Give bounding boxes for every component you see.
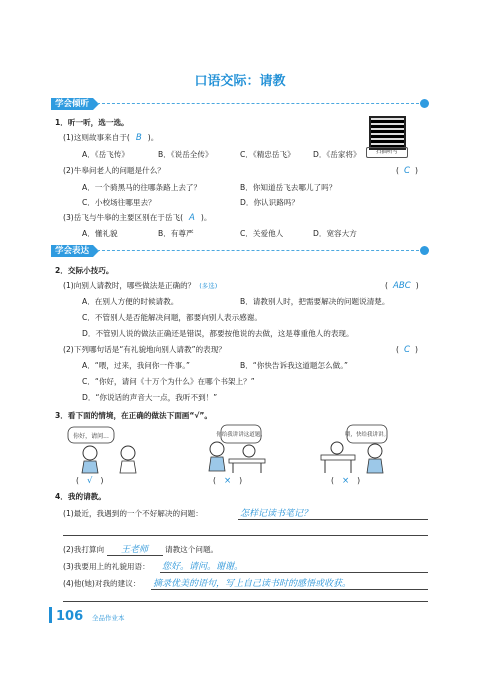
q2-s2-opt-b[interactable]: B．“你快告诉我这道题怎么做。” (240, 361, 348, 370)
qr-code-icon[interactable] (369, 116, 406, 150)
q2-s1-opt-d[interactable]: D．不管别人说的做法正确还是错误，都要按他说的去做，这是尊重他人的表现。 (82, 329, 354, 338)
section-tag: 学会倾听 (51, 98, 93, 110)
scene-3-bubble: 喂，快给我讲讲。 (344, 432, 390, 438)
footer-brand: 全品作业本 (92, 614, 125, 622)
q4-l4: (4)他(她)对我的建议： (63, 579, 141, 588)
q2-heading: 2．交际小技巧。 (55, 266, 114, 275)
scene-2-bubble: 你给我讲讲这道题。 (216, 432, 266, 438)
q2-s1-answer: ( ABC ) (385, 281, 419, 291)
scene-3-mark[interactable]: ( × ) (331, 476, 361, 486)
q4-l1-answer[interactable]: 怎样记读书笔记？ (240, 509, 313, 519)
answer-line (63, 601, 428, 602)
page-number: 106 (56, 609, 84, 624)
q2-s2-opt-c[interactable]: C．“你好，请问《十万个为什么》在哪个书架上？” (82, 377, 255, 386)
answer-line (151, 589, 428, 590)
scene-2-mark[interactable]: ( × ) (213, 476, 243, 486)
q4-l4-answer[interactable]: 摘录优美的语句，写上自己读书时的感悟或收获。 (153, 579, 352, 589)
q4-l2-answer: 王老师 (107, 545, 163, 556)
q1-s2-answer: ( C ) (396, 166, 418, 176)
section-bar-listening (51, 98, 429, 110)
q2-s2-answer: ( C ) (396, 345, 418, 355)
page-marker (49, 607, 52, 623)
q1-s2-opt-c[interactable]: C．小校场往哪里去？ (82, 198, 156, 207)
q1-s3-opt-a[interactable]: A．懂礼貌 (82, 229, 118, 238)
answer-line (238, 519, 428, 520)
qr-caption: 扫描听写 (366, 147, 408, 158)
q3-heading: 3．看下面的情境，在正确的做法下面画“√”。 (55, 411, 213, 420)
q2-s2-opt-d[interactable]: D．“你说话的声音大一点，我听不到！” (82, 393, 218, 402)
circle-icon (420, 99, 429, 108)
q1-s2: (2)牛皋问老人的问题是什么？ (63, 166, 165, 175)
scene-1-illustration (60, 423, 155, 475)
q1-s1-opt-b[interactable]: B．《说岳全传》 (158, 150, 213, 159)
q1-s3: (3)岳飞与牛皋的主要区别在于岳飞( A )。 (63, 213, 212, 223)
q1-s1-opt-c[interactable]: C．《精忠岳飞》 (240, 150, 295, 159)
page-title: 口语交际：请教 (194, 74, 286, 89)
q1-s3-opt-d[interactable]: D．宽容大方 (313, 229, 357, 238)
q1-s1: (1)这则故事来自于( B )。 (63, 133, 159, 143)
q1-s2-opt-a[interactable]: A．一个骑黑马的往哪条路上去了？ (82, 183, 202, 192)
q2-s1-opt-b[interactable]: B．请教别人时，把需要解决的问题说清楚。 (240, 297, 390, 306)
scene-3-illustration (315, 423, 395, 475)
answer-line (63, 535, 428, 536)
scene-2-illustration (195, 423, 275, 475)
q1-s1-opt-a[interactable]: A．《岳飞传》 (82, 150, 129, 159)
circle-icon (420, 246, 429, 255)
q4-l3-answer[interactable]: 您好。请问。谢谢。 (162, 562, 244, 572)
q2-s1-opt-c[interactable]: C．不管别人是否能解决问题，都要向别人表示感谢。 (82, 313, 262, 322)
q4-l1: (1)最近，我遇到的一个不好解决的问题： (63, 509, 203, 518)
scene-1-mark[interactable]: ( √ ) (76, 476, 104, 486)
q1-s2-opt-d[interactable]: D．你认识路吗？ (240, 198, 300, 207)
q1-s3-opt-c[interactable]: C．关爱他人 (240, 229, 284, 238)
q1-s2-opt-b[interactable]: B．你知道岳飞去哪儿了吗？ (240, 183, 337, 192)
section-tag: 学会表达 (51, 245, 93, 257)
answer-line (160, 572, 428, 573)
q4-l3: (3)我要用上的礼貌用语： (63, 562, 150, 571)
q2-s2: (2)下列哪句话是“有礼貌地向别人请教”的表现？ (63, 345, 226, 354)
q1-s1-opt-d[interactable]: D．《岳家将》 (313, 150, 361, 159)
q4-heading: 4．我的请教。 (55, 492, 106, 501)
q4-l2: (2)我打算向 王老师 请教这个问题。 (63, 545, 219, 555)
q2-s2-opt-a[interactable]: A．“喂，过来，我问你一件事。” (82, 361, 190, 370)
q2-s1: (1)向别人请教时，哪些做法是正确的？ (多选) (63, 281, 218, 290)
scene-1-bubble: 你好，请问... (73, 433, 109, 440)
section-bar-expression (51, 245, 429, 257)
q1-s3-opt-b[interactable]: B．有尊严 (158, 229, 194, 238)
q1-heading: 1．听一听，选一选。 (55, 118, 129, 127)
q2-s1-opt-a[interactable]: A．在别人方便的时候请教。 (82, 297, 179, 306)
